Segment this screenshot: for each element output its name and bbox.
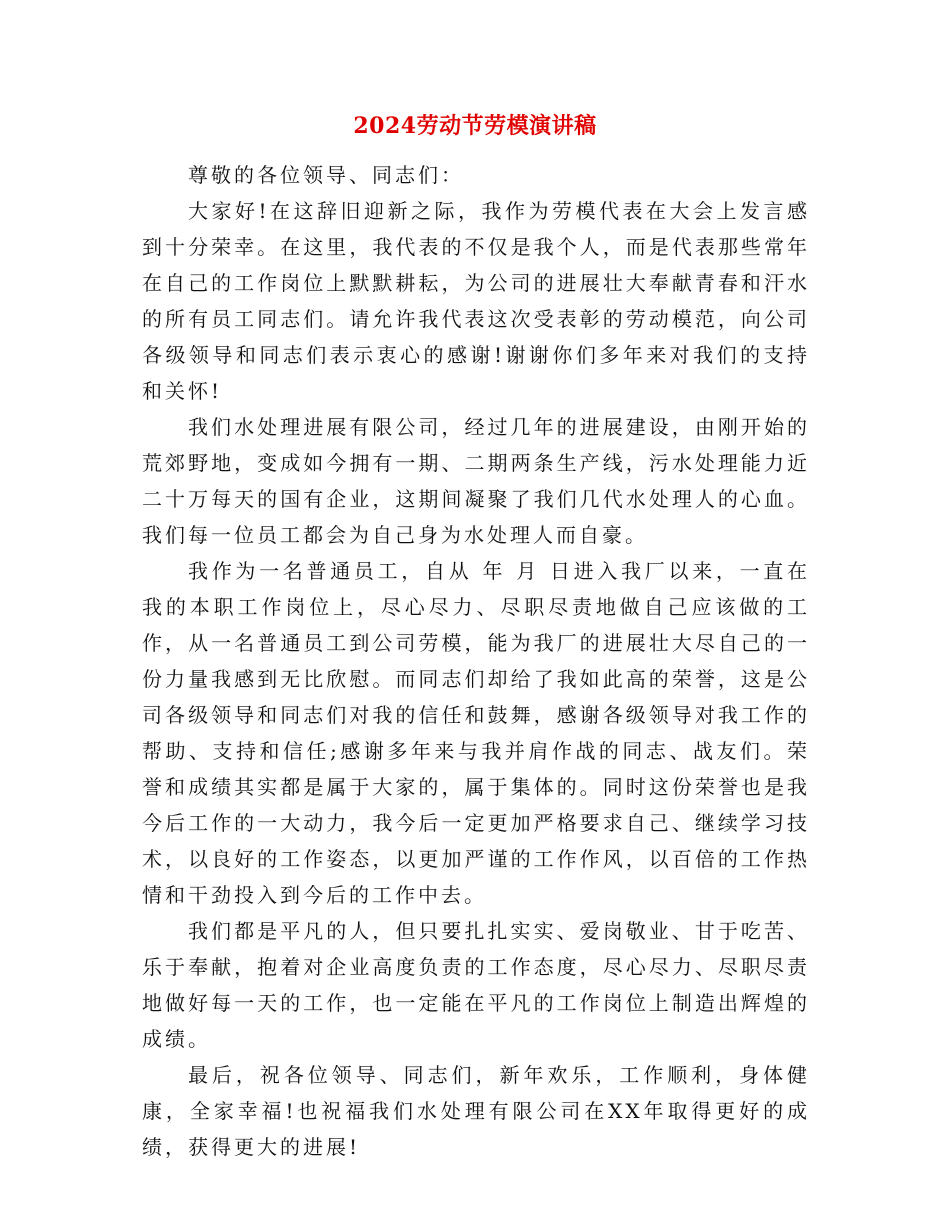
closing-paragraph: 最后，祝各位领导、同志们，新年欢乐，工作顺利，身体健康，全家幸福!也祝福我们水处理有限公司在XX年取得更好的成绩，获得更大的进展! — [142, 1063, 810, 1159]
salutation-paragraph: 尊敬的各位领导、同志们： — [188, 163, 464, 187]
document-title: 2024劳动节劳模演讲稿 — [353, 113, 597, 139]
greeting-paragraph: 大家好!在这辞旧迎新之际，我作为劳模代表在大会上发言感到十分荣幸。在这里，我代表的不仅是我个人，而是代表那些常年在自己的工作岗位上默默耕耘，为公司的进展壮大奉献青春和汗水的所有员工同志们。请允许我代表这次受表彰的劳动模范，向公司各级领导和同志们表示衷心的感谢!谢谢你们多年来对我们的支持和关怀! — [142, 199, 810, 403]
company-paragraph: 我们水处理进展有限公司，经过几年的进展建设，由刚开始的荒郊野地，变成如今拥有一期、二期两条生产线，污水处理能力近二十万每天的国有企业，这期间凝聚了我们几代水处理人的心血。我们每一位员工都会为自己身为水处理人而自豪。 — [142, 415, 810, 547]
document-body — [142, 157, 810, 1165]
commitment-paragraph: 我们都是平凡的人，但只要扎扎实实、爱岗敬业、甘于吃苦、乐于奉献，抱着对企业高度负责的工作态度，尽心尽力、尽职尽责地做好每一天的工作，也一定能在平凡的工作岗位上制造出辉煌的成绩。 — [142, 919, 810, 1051]
personal-paragraph: 我作为一名普通员工，自从 年 月 日进入我厂以来，一直在我的本职工作岗位上，尽心尽力、尽职尽责地做自己应该做的工作，从一名普通员工到公司劳模，能为我厂的进展壮大尽自己的一份力量我感到无比欣慰。而同志们却给了我如此高的荣誉，这是公司各级领导和同志们对我的信任和鼓舞，感谢各级领导对我工作的帮助、支持和信任;感谢多年来与我并肩作战的同志、战友们。荣誉和成绩其实都是属于大家的，属于集体的。同时这份荣誉也是我今后工作的一大动力，我今后一定更加严格要求自己、继续学习技术，以良好的工作姿态，以更加严谨的工作作风，以百倍的工作热情和干劲投入到今后的工作中去。 — [142, 559, 810, 907]
